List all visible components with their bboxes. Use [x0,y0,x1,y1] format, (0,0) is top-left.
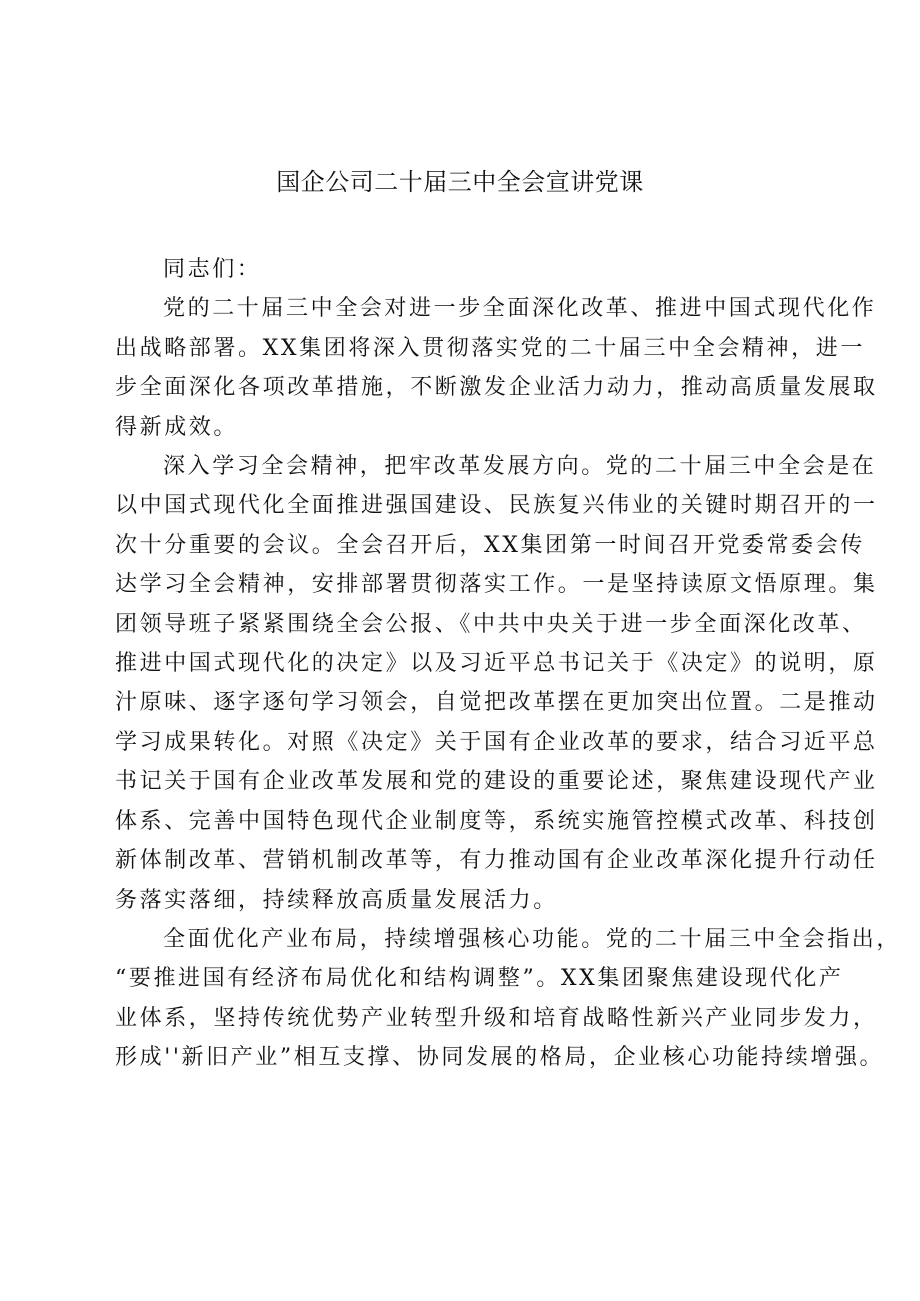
paragraph-3 [115,920,902,1078]
paragraph-line: 推进中国式现代化的决定》以及习近平总书记关于《决定》的说明，原 [115,651,878,677]
paragraph-line: 以中国式现代化全面推进强国建设、民族复兴伟业的关键时期召开的一 [115,493,878,519]
paragraph-line: 党的二十届三中全会对进一步全面深化改革、推进中国式现代化作 [163,296,877,322]
paragraph-2 [115,447,878,920]
salutation: 同志们： [163,257,262,282]
paragraph-line: 步全面深化各项改革措施，不断激发企业活力动力，推动高质量发展取 [115,375,878,401]
document-title: 国企公司二十届三中全会宣讲党课 [276,168,644,196]
paragraph-line: 得新成效。 [115,414,239,440]
paragraph-line: 业体系，坚持传统优势产业转型升级和培育战略性新兴产业同步发力， [115,1005,878,1031]
paragraph-line: 次十分重要的会议。全会召开后，XX集团第一时间召开党委常委会传 [115,532,865,558]
paragraph-line: 达学习全会精神，安排部署贯彻落实工作。一是坚持读原文悟原理。集 [115,572,878,598]
paragraph-line: 出战略部署。XX集团将深入贯彻落实党的二十届三中全会精神，进一 [115,335,865,361]
paragraph-line: 全面优化产业布局，持续增强核心功能。党的二十届三中全会指出， [163,926,902,952]
paragraph-line: 体系、完善中国特色现代企业制度等，系统实施管控模式改革、科技创 [115,808,878,834]
paragraph-line: 学习成果转化。对照《决定》关于国有企业改革的要求，结合习近平总 [115,729,878,755]
paragraph-line: 务落实落细，持续释放高质量发展活力。 [115,887,558,913]
paragraph-line: 书记关于国有企业改革发展和党的建设的重要论述，聚焦建设现代产业 [115,769,878,795]
paragraph-line: 形成''新旧产业”相互支撑、协同发展的格局，企业核心功能持续增强。 [115,1045,885,1071]
paragraph-line: 新体制改革、营销机制改革等，有力推动国有企业改革深化提升行动任 [115,848,878,874]
paragraph-line: 深入学习全会精神，把牢改革发展方向。党的二十届三中全会是在 [163,454,877,480]
paragraph-1 [115,289,878,447]
paragraph-line: 团领导班子紧紧围绕全会公报、《中共中央关于进一步全面深化改革、 [115,611,867,637]
paragraph-line: 汁原味、逐字逐句学习领会，自觉把改革摆在更加突出位置。二是推动 [115,690,878,716]
paragraph-line: “要推进国有经济布局优化和结构调整”。XX集团聚焦建设现代化产 [115,966,844,992]
document-body [115,250,902,1078]
